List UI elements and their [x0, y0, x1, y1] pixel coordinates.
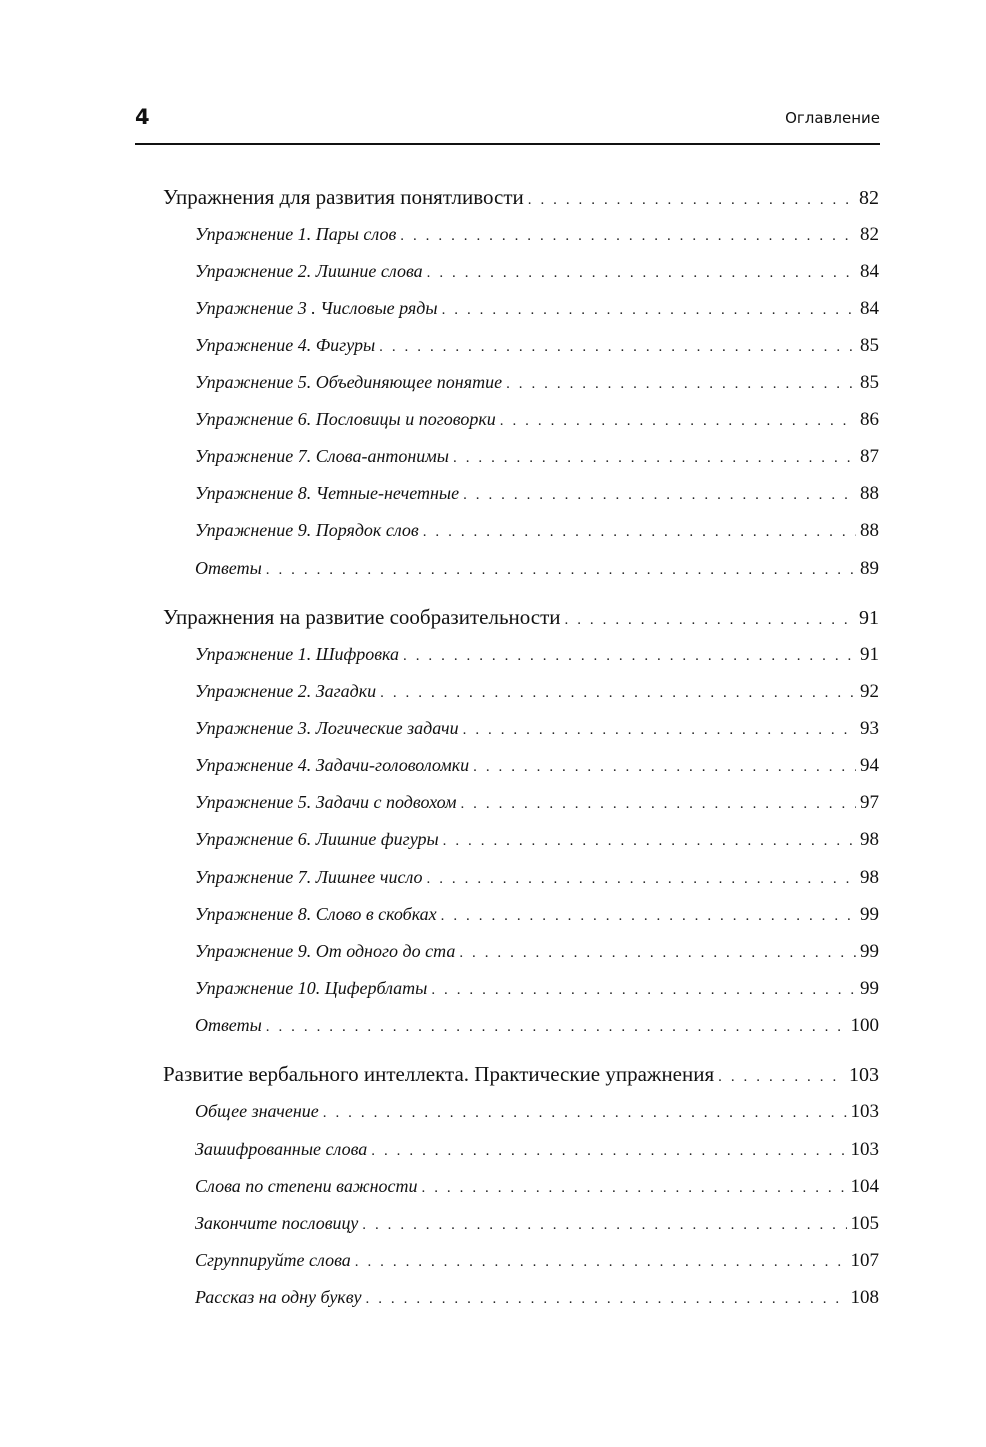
toc-entry[interactable] [195, 901, 879, 927]
toc-page-number: 94 [860, 755, 879, 776]
toc-entry-title: Упражнение 1. Пары слов [195, 224, 397, 244]
dot-leader [442, 297, 856, 323]
toc-entry-title: Рассказ на одну букву [195, 1287, 362, 1307]
dot-leader [266, 1014, 847, 1040]
toc-entry-title: Общее значение [195, 1101, 319, 1121]
toc-entry-title: Упражнение 1. Шифровка [195, 644, 400, 664]
dot-leader [422, 1175, 847, 1201]
toc-entry[interactable] [195, 221, 879, 247]
toc-section-title: Упражнения на развитие сообразительности [163, 605, 561, 629]
dot-leader [441, 903, 856, 929]
toc-page-number: 84 [860, 261, 879, 282]
dot-leader [473, 754, 856, 780]
toc-entry-title: Зашифрованные слова [195, 1139, 368, 1159]
toc-entry[interactable] [195, 480, 879, 506]
toc-entry[interactable] [195, 975, 879, 1001]
dot-leader [366, 1286, 847, 1312]
toc-entry-title: Упражнение 3. Логические задачи [195, 718, 459, 738]
toc-page-number: 85 [860, 335, 879, 356]
toc-entry-title: Сгруппируйте слова [195, 1250, 351, 1270]
toc-page-number: 99 [860, 978, 879, 999]
toc-page-number: 92 [860, 681, 879, 702]
dot-leader [443, 828, 856, 854]
dot-leader [379, 334, 856, 360]
toc-section-heading[interactable] [163, 603, 879, 631]
toc-entry-title: Упражнение 4. Фигуры [195, 335, 376, 355]
dot-leader [463, 717, 856, 743]
toc-entry-title: Упражнение 5. Задачи с подвохом [195, 792, 457, 812]
toc-page-number: 91 [859, 607, 879, 629]
toc-page-number: 98 [860, 867, 879, 888]
toc-entry-title: Упражнение 8. Четные-нечетные [195, 483, 460, 503]
toc-page-number: 105 [850, 1213, 879, 1234]
toc-entry-title: Упражнение 9. Порядок слов [195, 520, 419, 540]
toc-entry[interactable] [195, 752, 879, 778]
toc-entry[interactable] [195, 406, 879, 432]
toc-page-number: 82 [860, 224, 879, 245]
toc-section-heading[interactable] [163, 1060, 879, 1088]
dot-leader [718, 1063, 845, 1091]
toc-page-number: 85 [860, 372, 879, 393]
dot-leader [355, 1249, 847, 1275]
page-number: 4 [135, 105, 150, 129]
toc-entry[interactable] [195, 332, 879, 358]
toc-page-number: 88 [860, 483, 879, 504]
dot-leader [362, 1212, 846, 1238]
toc-entry[interactable] [195, 369, 879, 395]
toc-entry-title: Упражнение 7. Лишнее число [195, 867, 423, 887]
toc-entry[interactable] [195, 715, 879, 741]
toc-page-number: 103 [850, 1101, 879, 1122]
dot-leader [400, 223, 856, 249]
toc-entry[interactable] [195, 864, 879, 890]
toc-entry-title: Упражнение 5. Объединяющее понятие [195, 372, 503, 392]
dot-leader [500, 408, 856, 434]
toc-entry[interactable] [195, 938, 879, 964]
toc-section-heading[interactable] [163, 183, 879, 211]
dot-leader [463, 482, 856, 508]
dot-leader [427, 260, 856, 286]
toc-entry[interactable] [195, 443, 879, 469]
toc-page-number: 100 [850, 1015, 879, 1036]
toc-entry[interactable] [195, 1210, 879, 1236]
toc-entry-title: Упражнение 7. Слова-антонимы [195, 446, 449, 466]
dot-leader [403, 643, 856, 669]
toc-page-number: 82 [859, 187, 879, 209]
dot-leader [460, 791, 856, 817]
toc-page-number: 87 [860, 446, 879, 467]
toc-entry-title: Упражнение 8. Слово в скобках [195, 904, 437, 924]
toc-page-number: 107 [850, 1250, 879, 1271]
toc-entry-title: Упражнение 2. Лишние слова [195, 261, 423, 281]
toc-entry[interactable] [195, 641, 879, 667]
toc-entry[interactable] [195, 1136, 879, 1162]
dot-leader [459, 940, 856, 966]
dot-leader [266, 557, 856, 583]
dot-leader [565, 606, 855, 634]
toc-entry[interactable] [195, 1247, 879, 1273]
toc-entry-title: Закончите пословицу [195, 1213, 359, 1233]
toc-entry-title: Ответы [195, 1015, 262, 1035]
toc-entry[interactable] [195, 1012, 879, 1038]
toc-entry[interactable] [195, 517, 879, 543]
toc-entry-title: Упражнение 6. Лишние фигуры [195, 829, 439, 849]
toc-page-number: 103 [850, 1139, 879, 1160]
toc-entry[interactable] [195, 258, 879, 284]
toc-page-number: 86 [860, 409, 879, 430]
toc-entry[interactable] [195, 1284, 879, 1310]
dot-leader [380, 680, 856, 706]
toc-entry[interactable] [195, 1173, 879, 1199]
toc-page-number: 108 [850, 1287, 879, 1308]
toc-page-number: 104 [850, 1176, 879, 1197]
toc-entry[interactable] [195, 1098, 879, 1124]
toc-page-number: 99 [860, 904, 879, 925]
running-title: Оглавление [785, 109, 880, 127]
dot-leader [371, 1138, 846, 1164]
toc-entry[interactable] [195, 678, 879, 704]
toc-section-title: Развитие вербального интеллекта. Практические упражнения [163, 1062, 715, 1086]
toc-page-number: 89 [860, 558, 879, 579]
toc-page-number: 98 [860, 829, 879, 850]
toc-entry-title: Слова по степени важности [195, 1176, 418, 1196]
toc-page-number: 91 [860, 644, 879, 665]
toc-entry-title: Ответы [195, 558, 262, 578]
dot-leader [323, 1100, 847, 1126]
dot-leader [431, 977, 856, 1003]
toc-entry[interactable] [195, 826, 879, 852]
toc-section-title: Упражнения для развития понятливости [163, 185, 524, 209]
toc-entry[interactable] [195, 295, 879, 321]
dot-leader [423, 519, 856, 545]
toc-page-number: 99 [860, 941, 879, 962]
dot-leader [453, 445, 856, 471]
toc-page-number: 84 [860, 298, 879, 319]
toc-page-number: 103 [849, 1064, 879, 1086]
dot-leader [506, 371, 856, 397]
toc-entry-title: Упражнение 3 . Числовые ряды [195, 298, 438, 318]
toc-page-number: 93 [860, 718, 879, 739]
toc-page-number: 97 [860, 792, 879, 813]
toc-entry-title: Упражнение 9. От одного до ста [195, 941, 456, 961]
toc-entry[interactable] [195, 555, 879, 581]
toc-entry-title: Упражнение 4. Задачи-головоломки [195, 755, 470, 775]
toc-entry[interactable] [195, 789, 879, 815]
toc-entry-title: Упражнение 10. Циферблаты [195, 978, 428, 998]
toc-entry-title: Упражнение 6. Пословицы и поговорки [195, 409, 496, 429]
dot-leader [427, 866, 856, 892]
toc-page-number: 88 [860, 520, 879, 541]
dot-leader [528, 186, 855, 214]
toc-entry-title: Упражнение 2. Загадки [195, 681, 377, 701]
